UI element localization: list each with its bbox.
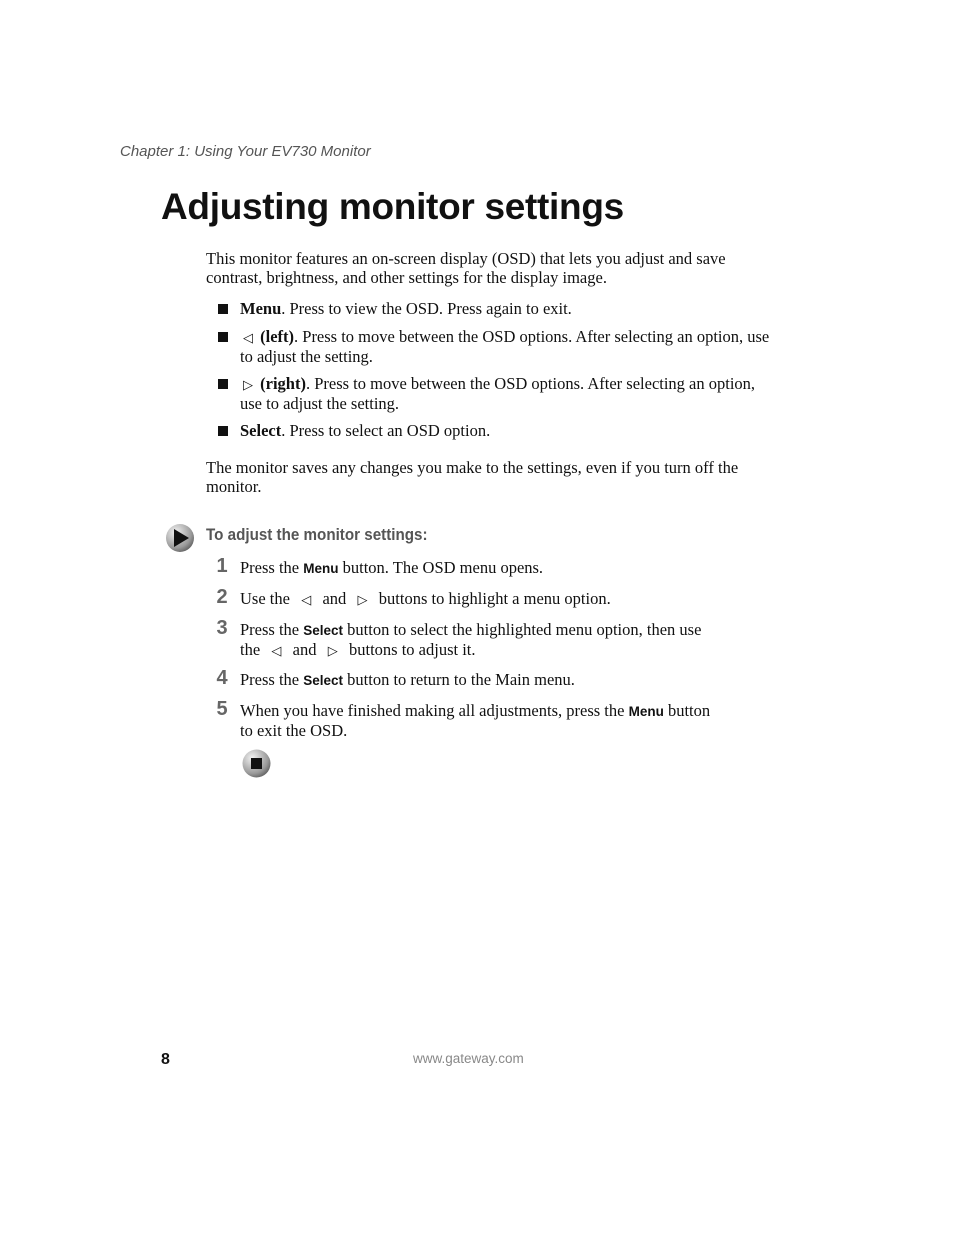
bullet-item-menu	[240, 299, 780, 318]
right-arrow-icon: ▷	[357, 592, 368, 607]
step-5	[240, 701, 780, 740]
chapter-header: Chapter 1: Using Your EV730 Monitor	[120, 143, 371, 160]
bullet-label: (right)	[260, 374, 306, 393]
bullet-text: . Press to select an OSD option.	[281, 421, 491, 440]
bullet-marker	[218, 379, 228, 389]
step-1	[240, 558, 780, 578]
footer-url: www.gateway.com	[413, 1051, 524, 1066]
step-number: 4	[216, 667, 228, 689]
step-text: button	[663, 701, 711, 720]
procedure-title: To adjust the monitor settings:	[206, 526, 428, 544]
step-number: 1	[216, 555, 228, 577]
bullet-label: (left)	[260, 327, 295, 346]
bullet-marker	[218, 304, 228, 314]
bullet-text: . Press to move between the OSD options. After selecting an option, use to adjust the setting.	[240, 374, 756, 413]
menu-key-label: Menu	[628, 704, 664, 719]
step-text: and	[292, 640, 317, 659]
page-number: 8	[161, 1051, 170, 1068]
bullet-text: . Press to view the OSD. Press again to exit.	[281, 299, 572, 318]
bullet-label: Select	[240, 421, 282, 440]
step-text: to exit the OSD.	[240, 721, 348, 740]
step-number: 5	[216, 698, 228, 720]
step-2	[240, 589, 780, 609]
step-text: When you have finished making all adjustments, press the	[240, 701, 629, 720]
step-text: button to select the highlighted menu option, then use	[343, 620, 702, 639]
step-text: and	[322, 589, 347, 608]
select-key-label: Select	[303, 623, 344, 638]
page-title: Adjusting monitor settings	[161, 186, 624, 227]
step-3	[240, 620, 780, 660]
step-text: Press the	[240, 620, 304, 639]
bullet-item-right	[240, 374, 780, 413]
bullet-marker	[218, 332, 228, 342]
left-arrow-icon: ◁	[243, 330, 253, 345]
step-text: button to return to the Main menu.	[343, 670, 575, 689]
step-number: 2	[216, 586, 228, 608]
step-text: buttons to highlight a menu option.	[378, 589, 611, 608]
left-arrow-icon: ◁	[301, 592, 312, 607]
step-text: the	[240, 640, 261, 659]
right-arrow-icon: ▷	[327, 643, 338, 658]
step-text: button. The OSD menu opens.	[338, 558, 544, 577]
step-text: Press the	[240, 670, 304, 689]
step-number: 3	[216, 617, 228, 639]
step-text: buttons to adjust it.	[349, 640, 476, 659]
step-text: Press the	[240, 558, 304, 577]
right-arrow-icon: ▷	[243, 377, 253, 392]
bullet-marker	[218, 426, 228, 436]
left-arrow-icon: ◁	[271, 643, 282, 658]
step-text: Use the	[240, 589, 295, 608]
procedure-start-icon	[164, 522, 196, 554]
bullet-item-select	[240, 421, 780, 440]
procedure-end-icon	[241, 748, 272, 779]
intro-paragraph: This monitor features an on-screen display (OSD) that lets you adjust and save contrast, brightness, and other settings for the display image.	[206, 249, 726, 287]
select-key-label: Select	[303, 673, 344, 688]
bullet-item-left	[240, 327, 780, 366]
step-4	[240, 670, 780, 690]
outro-paragraph: The monitor saves any changes you make to the settings, even if you turn off the monitor.	[206, 458, 739, 496]
bullet-text: . Press to move between the OSD options. After selecting an option, use to adjust the setting.	[240, 327, 770, 366]
bullet-label: Menu	[240, 299, 282, 318]
menu-key-label: Menu	[303, 561, 339, 576]
